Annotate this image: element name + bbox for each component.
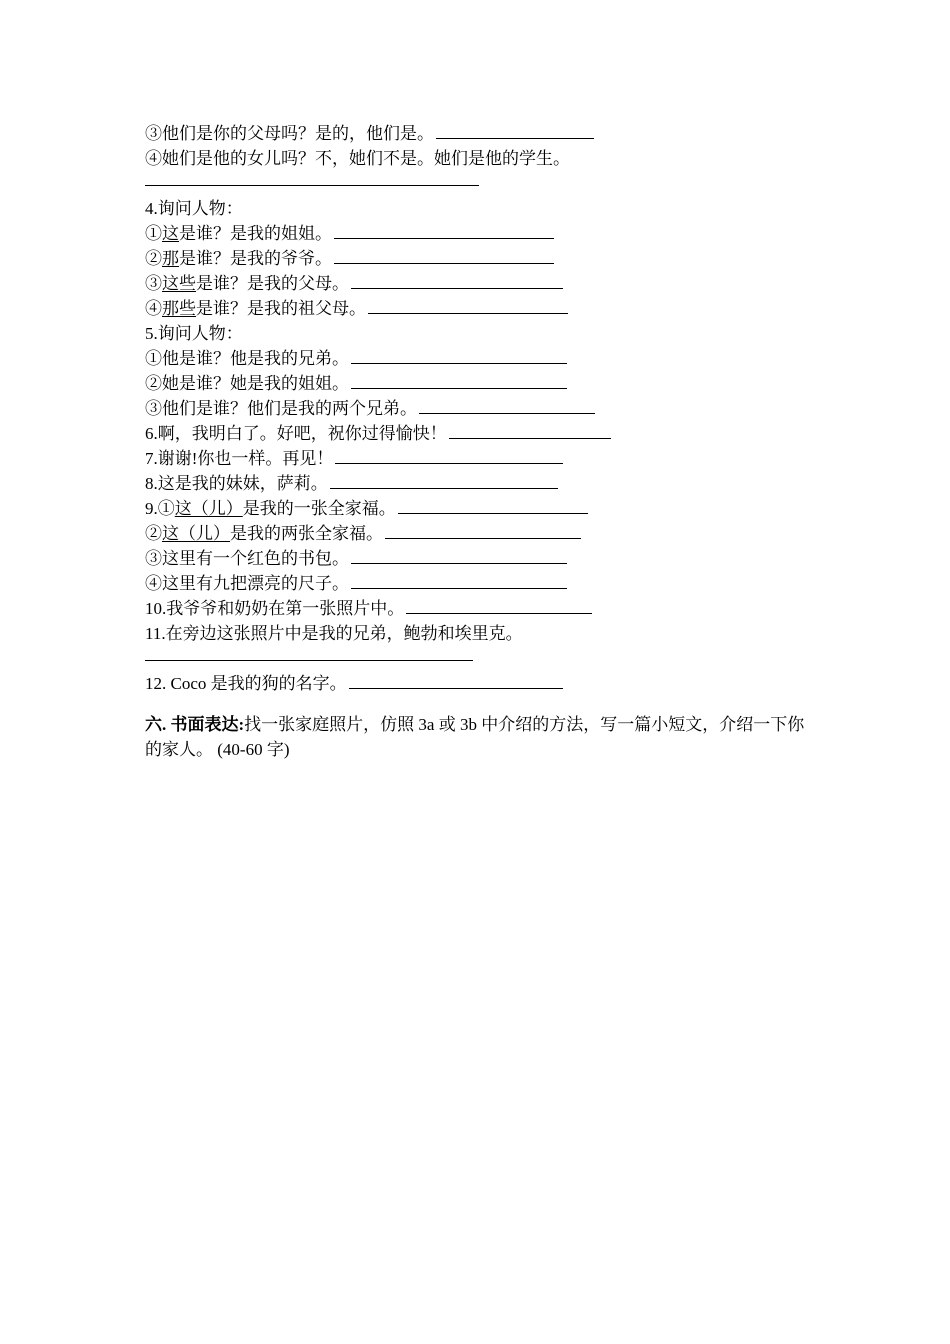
answer-blank[interactable] [335,446,563,464]
item-10 [145,596,825,621]
answer-blank[interactable] [351,546,567,564]
sentence: 7.谢谢!你也一样。再见！ [145,449,334,468]
underlined-word: 这（儿） [174,499,243,518]
section-heading: 5.询问人物： [145,324,243,343]
section-4-heading [145,196,825,221]
answer-blank[interactable] [351,271,563,289]
sentence: 6.啊，我明白了。好吧，祝你过得愉快！ [145,424,447,443]
sentence: 10.我爷爷和奶奶在第一张照片中。 [145,599,405,618]
sentence: ③这里有一个红色的书包。 [145,549,349,568]
writing-instructions: 找一张家庭照片，仿照 3a 或 3b 中介绍的方法，写一篇小短文，介绍一下你的家人。 (40-60 字) [145,715,805,759]
item-9-4 [145,571,825,596]
sentence: ④她们是他的女儿吗？不，她们不是。她们是他的学生。 [145,149,570,168]
section-5-heading [145,321,825,346]
underlined-word: 那 [162,249,179,268]
answer-blank[interactable] [334,221,554,239]
answer-blank[interactable] [406,596,592,614]
item-7 [145,446,825,471]
answer-blank[interactable] [330,471,558,489]
answer-blank[interactable] [334,246,554,264]
answer-blank[interactable] [398,496,588,514]
writing-task [145,712,815,762]
spacer [145,696,825,712]
sentence: ③他们是谁？他们是我的两个兄弟。 [145,399,417,418]
item-5-2 [145,371,825,396]
underlined-word: 这 [162,224,179,243]
sentence: 11.在旁边这张照片中是我的兄弟，鲍勃和埃里克。 [145,624,523,643]
sentence: 是谁？是我的姐姐。 [179,224,332,243]
sentence: 是我的两张全家福。 [230,524,383,543]
marker: ② [145,524,162,543]
marker: ④ [145,299,162,318]
marker: ① [145,224,162,243]
item-9-1 [145,496,825,521]
underlined-word: 这（儿） [162,524,230,543]
item-6 [145,421,825,446]
writing-title: 六. 书面表达: [145,715,245,734]
marker: 9.① [145,499,175,518]
answer-blank[interactable] [351,346,567,364]
item-3-4 [145,146,825,171]
answer-blank[interactable] [349,671,563,689]
answer-blank[interactable] [449,421,611,439]
item-8 [145,471,825,496]
answer-blank[interactable] [436,121,594,139]
sentence: ③他们是你的父母吗？是的，他们是。 [145,124,434,143]
underlined-word: 那些 [162,299,196,318]
answer-blank[interactable] [145,171,479,186]
marker: ② [145,249,162,268]
item-5-1 [145,346,825,371]
answer-blank[interactable] [419,396,595,414]
item-11-blank-line [145,646,825,671]
item-4-2 [145,246,825,271]
marker: ③ [145,274,162,293]
sentence: ②她是谁？她是我的姐姐。 [145,374,349,393]
sentence: 是谁？是我的父母。 [196,274,349,293]
section-heading: 4.询问人物： [145,199,243,218]
sentence: 是谁？是我的爷爷。 [179,249,332,268]
answer-blank[interactable] [385,521,581,539]
item-12 [145,671,825,696]
item-5-3 [145,396,825,421]
item-3-4-blank-line [145,171,825,196]
item-4-1 [145,221,825,246]
answer-blank[interactable] [351,571,567,589]
answer-blank[interactable] [145,646,473,661]
item-9-2 [145,521,825,546]
item-3-3 [145,121,825,146]
item-11 [145,621,825,646]
item-9-3 [145,546,825,571]
sentence: ④这里有九把漂亮的尺子。 [145,574,349,593]
item-4-4 [145,296,825,321]
item-4-3 [145,271,825,296]
worksheet [145,121,825,762]
sentence: ①他是谁？他是我的兄弟。 [145,349,349,368]
sentence: 是我的一张全家福。 [242,499,396,518]
answer-blank[interactable] [351,371,567,389]
sentence: 是谁？是我的祖父母。 [196,299,366,318]
sentence: 8.这是我的妹妹，萨莉。 [145,474,328,493]
sentence: 12. Coco 是我的狗的名字。 [145,674,347,693]
underlined-word: 这些 [162,274,196,293]
answer-blank[interactable] [368,296,568,314]
